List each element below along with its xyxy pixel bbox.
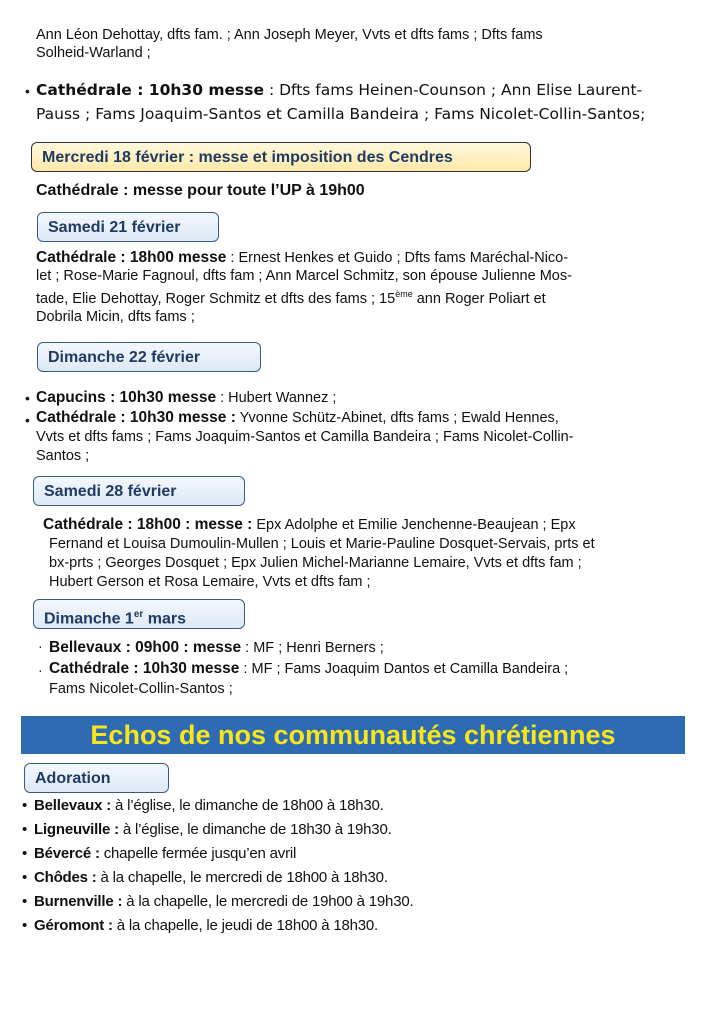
section-header-samedi-28: Samedi 28 février xyxy=(33,476,245,506)
section-header-dimanche-1: Dimanche 1er mars xyxy=(33,599,245,629)
intentions-continuation: Ann Léon Dehottay, dfts fam. ; Ann Joseph Meyer, Vvts et dfts fams ; Dfts fams Solheid-Warland ; xyxy=(36,27,543,61)
cathedrale-1030-entry: Cathédrale : 10h30 messe : Dfts fams Heinen-Counson ; Ann Elise Laurent- Pauss ; Fams Joaquim-Santos et Camilla Bandeira ; Fams Nicolet-Collin-Santos; xyxy=(36,81,646,123)
bullet-dot: • xyxy=(25,390,30,406)
list-item: • Burnenville : à la chapelle, le mercredi de 19h00 à 19h30. xyxy=(22,893,414,910)
list-item: • Bellevaux : à l’église, le dimanche de 18h00 à 18h30. xyxy=(22,797,384,814)
bullet-dot: • xyxy=(25,83,30,99)
list-item: • Ligneuville : à l’église, le dimanche de 18h30 à 19h30. xyxy=(22,821,392,838)
list-item: • Géromont : à la chapelle, le jeudi de 18h00 à 18h30. xyxy=(22,917,378,934)
dimanche-1-entries: Bellevaux : 09h00 : messe : MF ; Henri Berners ; Cathédrale : 10h30 messe : MF ; Fams Joaquim Dantos et Camilla Bandeira ; Fams Nicolet-Collin-Santos ; xyxy=(49,639,569,697)
section-header-samedi-21: Samedi 21 février xyxy=(37,212,219,242)
list-item: • Chôdes : à la chapelle, le mercredi de 18h00 à 18h30. xyxy=(22,869,388,886)
section-header-adoration: Adoration xyxy=(24,763,169,793)
bullet-dot: · xyxy=(38,638,43,654)
adoration-list xyxy=(22,794,702,938)
section-header-mercredi: Mercredi 18 février : messe et imposition des Cendres xyxy=(31,142,531,172)
dimanche-22-entries: Capucins : 10h30 messe : Hubert Wannez ; Cathédrale : 10h30 messe : Yvonne Schütz-Abinet, dfts fams ; Ewald Hennes, Vvts et dfts fams ; Fams Joaquim-Santos et Camilla Bandeira ; Fams Nicolet-Collin- Santos ; xyxy=(36,389,574,464)
section-banner: Echos de nos communautés chrétiennes xyxy=(21,716,685,754)
bullet-dot: • xyxy=(25,412,30,428)
mercredi-entry: Cathédrale : messe pour toute l’UP à 19h00 xyxy=(36,182,365,199)
bullet-dot: · xyxy=(38,662,43,678)
samedi-21-entry: Cathédrale : 18h00 messe : Ernest Henkes et Guido ; Dfts fams Maréchal-Nico- let ; Rose-Marie Fagnoul, dfts fam ; Ann Marcel Schmitz, son épouse Julienne Mos- tade, Elie Dehottay, Roger Schmitz et dfts des fams ; 15ème ann Roger Poliart et Dobrila Micin, dfts fams ; xyxy=(36,249,572,325)
section-header-dimanche-22: Dimanche 22 février xyxy=(37,342,261,372)
samedi-28-entry: Cathédrale : 18h00 : messe : Epx Adolphe et Emilie Jenchenne-Beaujean ; Epx Fernand et Louisa Dumoulin-Mullen ; Louis et Marie-Pauline Dosquet-Servais, prts et bx-prts ; Georges Dosquet ; Epx Julien Michel-Marianne Lemaire, Vvts et dfts fam ; Hubert Gerson et Rosa Lemaire, Vvts et dfts fam ; xyxy=(43,516,595,590)
list-item: • Bévercé : chapelle fermée jusqu’en avril xyxy=(22,845,297,862)
